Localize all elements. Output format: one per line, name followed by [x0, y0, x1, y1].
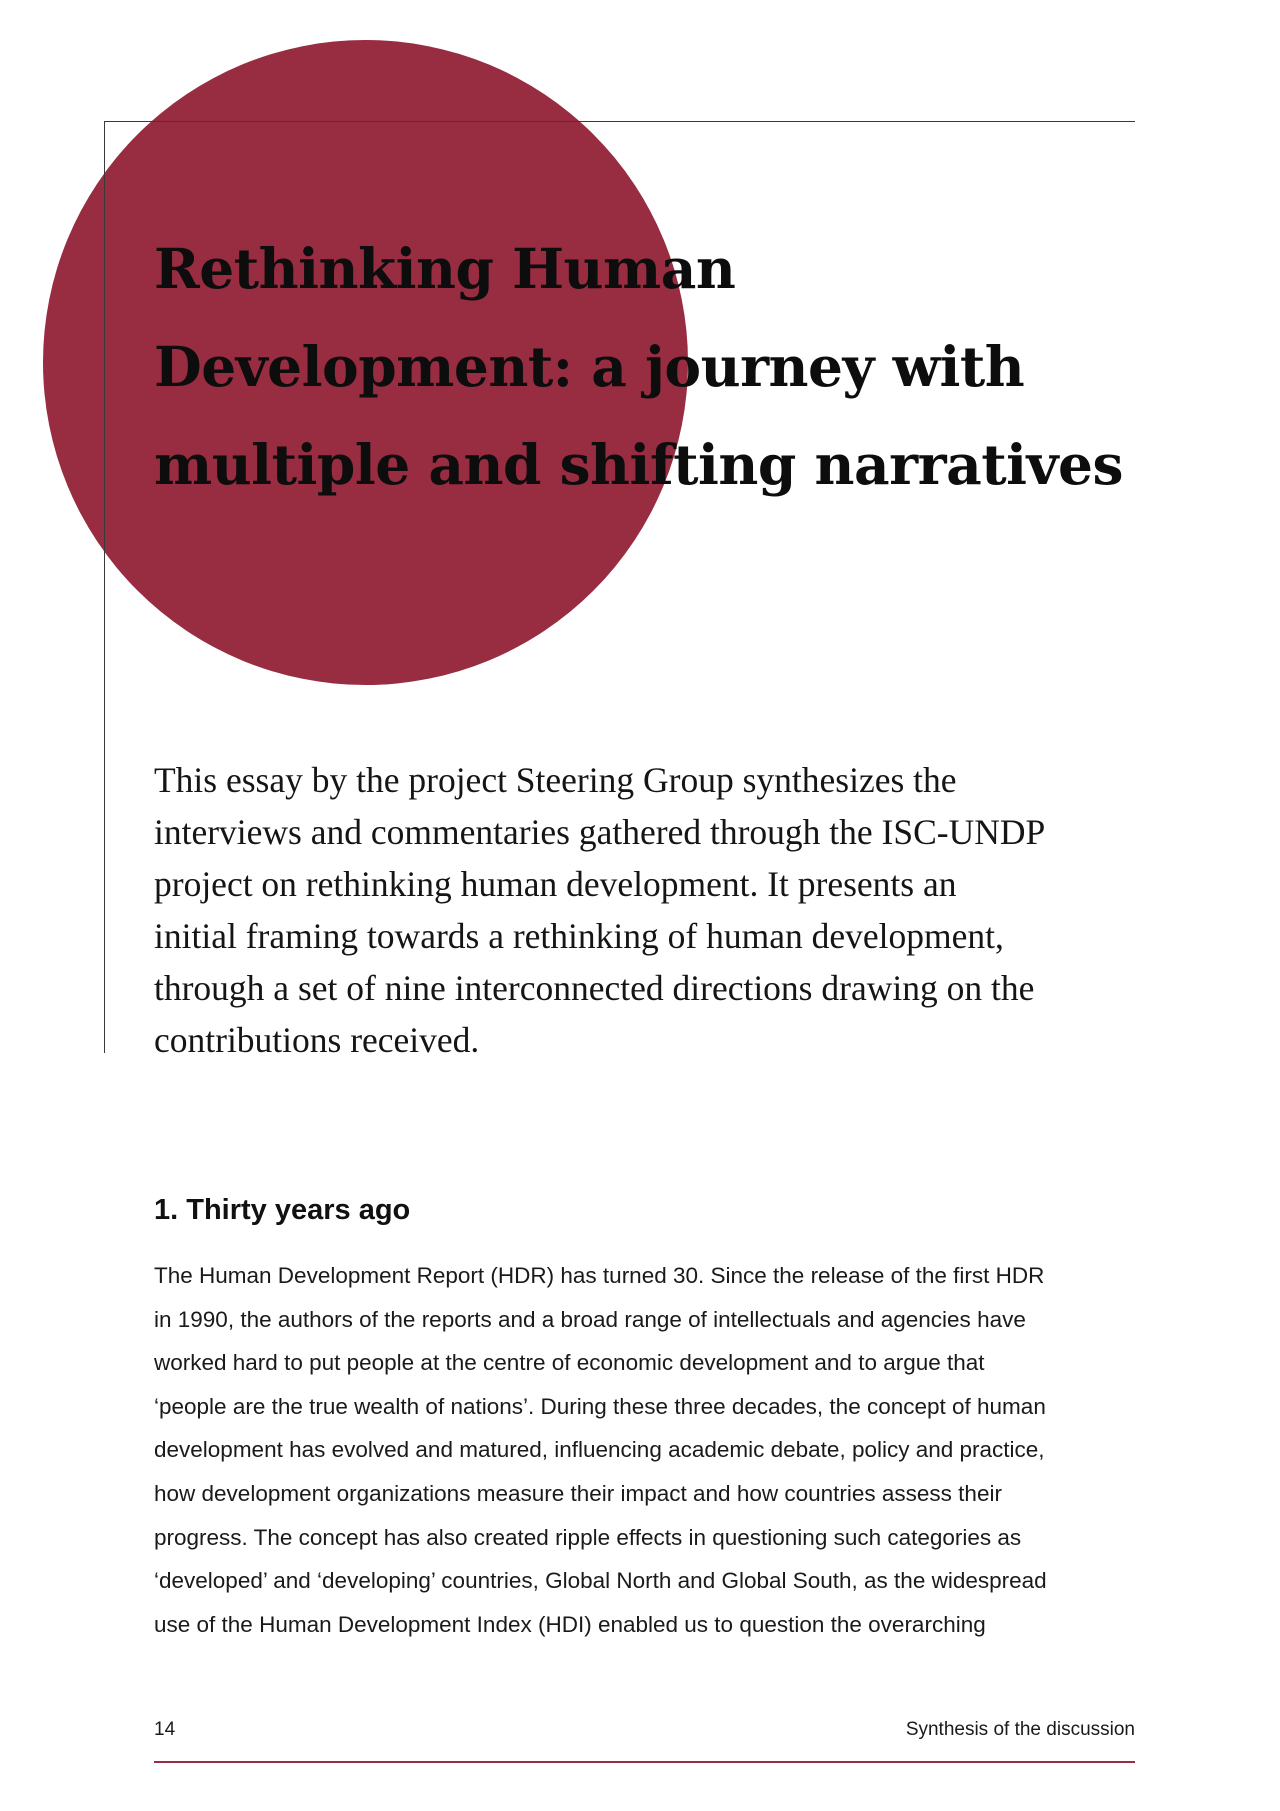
title-line: Rethinking Human [154, 236, 736, 301]
body-line: ‘developed’ and ‘developing’ countries, Global North and Global South, as the widespread [154, 1568, 1047, 1594]
body-line: use of the Human Development Index (HDI) enabled us to question the overarching [154, 1611, 986, 1637]
page-title [154, 220, 1134, 514]
body-paragraph [154, 1254, 1144, 1646]
intro-line: This essay by the project Steering Group synthesizes the [154, 760, 957, 800]
body-line: worked hard to put people at the centre of economic development and to argue that [154, 1350, 985, 1376]
running-title: Synthesis of the discussion [905, 1719, 1135, 1740]
intro-line: contributions received. [154, 1020, 480, 1060]
intro-line: interviews and commentaries gathered through the ISC-UNDP [154, 812, 1046, 852]
body-line: how development organizations measure their impact and how countries assess their [154, 1480, 1002, 1506]
body-line: ‘people are the true wealth of nations’. During these three decades, the concept of human [154, 1393, 1046, 1419]
body-line: in 1990, the authors of the reports and a broad range of intellectuals and agencies have [154, 1306, 1026, 1332]
footer-rule [154, 1761, 1135, 1763]
page-number: 14 [154, 1719, 176, 1740]
frame-top-rule [104, 121, 1135, 122]
body-line: The Human Development Report (HDR) has turned 30. Since the release of the first HDR [154, 1263, 1045, 1288]
frame-left-rule [104, 121, 105, 1053]
title-line: Development: a journey with [154, 334, 1025, 399]
title-line: multiple and shifting narratives [154, 432, 1123, 497]
section-heading: 1. Thirty years ago [154, 1194, 411, 1226]
intro-line: project on rethinking human development. It presents an [154, 864, 957, 904]
body-line: development has evolved and matured, influencing academic debate, policy and practice, [154, 1437, 1045, 1463]
intro-paragraph [154, 754, 1144, 1066]
intro-line: initial framing towards a rethinking of human development, [154, 916, 1004, 956]
intro-line: through a set of nine interconnected directions drawing on the [154, 968, 1035, 1008]
body-line: progress. The concept has also created ripple effects in questioning such categories as [154, 1524, 1022, 1550]
